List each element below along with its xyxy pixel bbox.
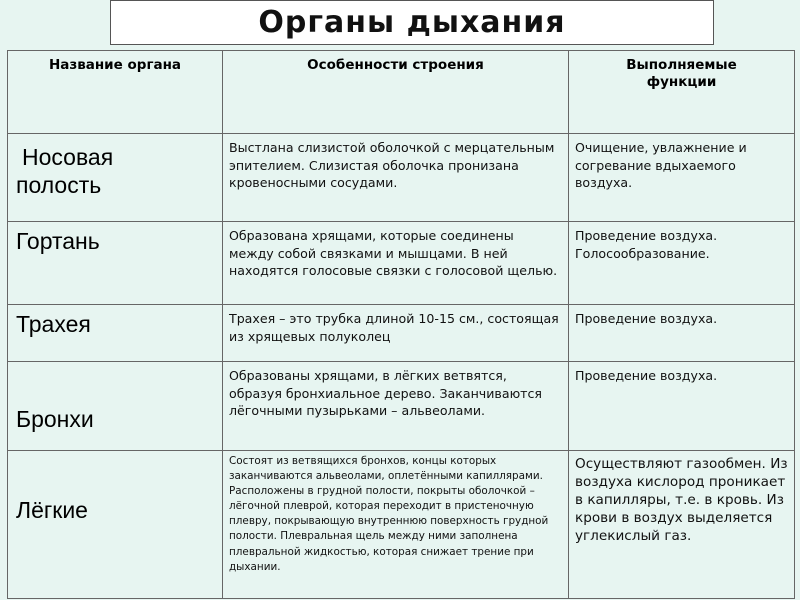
structure-cell: Образованы хрящами, в лёгких ветвятся, образуя бронхиальное дерево. Заканчиваются лёгочными пузырьками – альвеолами. bbox=[223, 362, 569, 451]
functions-cell: Очищение, увлажнение и согревание вдыхаемого воздуха. bbox=[569, 134, 795, 222]
organs-table bbox=[7, 50, 795, 599]
header-row bbox=[8, 51, 795, 134]
title-box bbox=[110, 0, 714, 45]
table-row bbox=[8, 222, 795, 305]
organ-name-cell bbox=[8, 134, 223, 222]
organ-name: Бронхи bbox=[16, 406, 94, 432]
organ-name: Лёгкие bbox=[16, 497, 88, 523]
structure-cell: Образована хрящами, которые соединены между собой связками и мышцами. В ней находятся голосовые связки с голосовой щелью. bbox=[223, 222, 569, 305]
header-functions-line1: Выполняемые bbox=[626, 57, 737, 73]
header-organ-name: Название органа bbox=[8, 51, 223, 134]
header-functions bbox=[569, 51, 795, 134]
organ-name: Трахея bbox=[16, 311, 91, 337]
organ-name-line2: полость bbox=[16, 172, 102, 198]
functions-cell: Проведение воздуха. bbox=[569, 305, 795, 362]
table-row bbox=[8, 134, 795, 222]
table-row bbox=[8, 362, 795, 451]
table-row bbox=[8, 305, 795, 362]
organ-name-cell bbox=[8, 451, 223, 599]
organ-name-cell bbox=[8, 305, 223, 362]
functions-cell: Осуществляют газообмен. Из воздуха кислород проникает в капилляры, т.е. в кровь. Из крови в воздух выделяется углекислый газ. bbox=[569, 451, 795, 599]
organ-name-cell bbox=[8, 222, 223, 305]
functions-cell: Проведение воздуха. Голосообразование. bbox=[569, 222, 795, 305]
table-row bbox=[8, 451, 795, 599]
organ-name: Носовая bbox=[22, 144, 114, 170]
structure-cell: Выстлана слизистой оболочкой с мерцательным эпителием. Слизистая оболочка пронизана кровеносными сосудами. bbox=[223, 134, 569, 222]
page-title: Органы дыхания bbox=[258, 5, 566, 40]
structure-cell: Трахея – это трубка длиной 10-15 см., состоящая из хрящевых полуколец bbox=[223, 305, 569, 362]
header-functions-line2: функции bbox=[646, 74, 717, 90]
functions-cell: Проведение воздуха. bbox=[569, 362, 795, 451]
organ-name: Гортань bbox=[16, 228, 100, 254]
header-structure: Особенности строения bbox=[223, 51, 569, 134]
organ-name-cell bbox=[8, 362, 223, 451]
structure-cell: Состоят из ветвящихся бронхов, концы которых заканчиваются альвеолами, оплетёнными капиллярами. Расположены в грудной полости, покрыты оболочкой – лёгочной плеврой, которая переходит в пристеночную плевру, покрывающую внутреннюю поверхность грудной полости. Плевральная щель между ними заполнена плевральной жидкостью, которая снижает трение при дыхании. bbox=[223, 451, 569, 599]
